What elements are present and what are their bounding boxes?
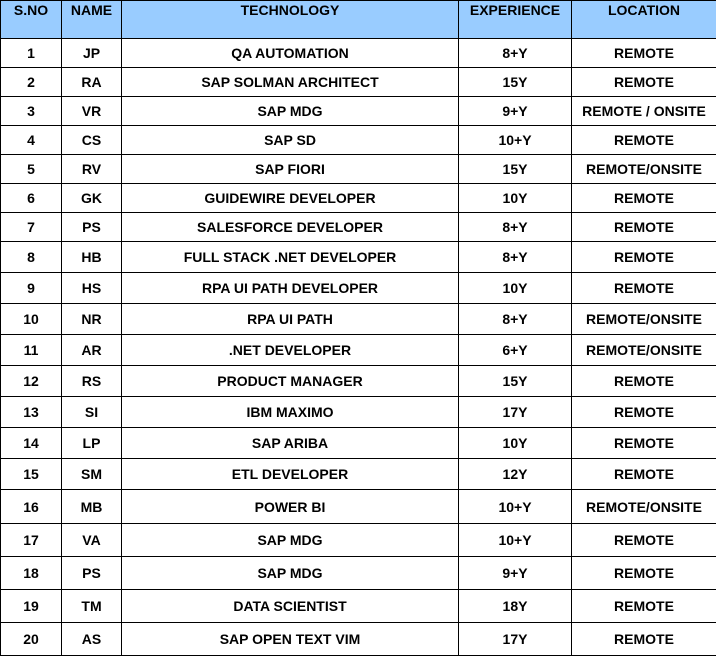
table-row bbox=[1, 97, 716, 126]
cell-technology: SAP SOLMAN ARCHITECT bbox=[122, 68, 459, 97]
cell-experience: 17Y bbox=[459, 397, 572, 428]
cell-location: REMOTE bbox=[572, 213, 716, 242]
table-row bbox=[1, 184, 716, 213]
cell-sno: 15 bbox=[1, 459, 62, 490]
cell-location: REMOTE bbox=[572, 366, 716, 397]
table-row bbox=[1, 68, 716, 97]
cell-sno: 17 bbox=[1, 524, 62, 557]
cell-technology: QA AUTOMATION bbox=[122, 39, 459, 68]
cell-name: SI bbox=[62, 397, 122, 428]
cell-technology: SAP OPEN TEXT VIM bbox=[122, 623, 459, 656]
cell-location: REMOTE bbox=[572, 428, 716, 459]
table-row bbox=[1, 126, 716, 155]
cell-sno: 4 bbox=[1, 126, 62, 155]
cell-experience: 8+Y bbox=[459, 242, 572, 273]
cell-sno: 1 bbox=[1, 39, 62, 68]
cell-technology: SAP FIORI bbox=[122, 155, 459, 184]
cell-location: REMOTE bbox=[572, 557, 716, 590]
cell-name: LP bbox=[62, 428, 122, 459]
cell-sno: 2 bbox=[1, 68, 62, 97]
cell-technology: RPA UI PATH bbox=[122, 304, 459, 335]
cell-location: REMOTE bbox=[572, 623, 716, 656]
table-row bbox=[1, 39, 716, 68]
cell-name: VR bbox=[62, 97, 122, 126]
cell-technology: IBM MAXIMO bbox=[122, 397, 459, 428]
cell-technology: RPA UI PATH DEVELOPER bbox=[122, 273, 459, 304]
cell-sno: 13 bbox=[1, 397, 62, 428]
table-row bbox=[1, 273, 716, 304]
cell-technology: PRODUCT MANAGER bbox=[122, 366, 459, 397]
cell-location: REMOTE bbox=[572, 68, 716, 97]
cell-name: HS bbox=[62, 273, 122, 304]
cell-location: REMOTE bbox=[572, 39, 716, 68]
cell-location: REMOTE bbox=[572, 273, 716, 304]
cell-experience: 6+Y bbox=[459, 335, 572, 366]
cell-technology: SAP MDG bbox=[122, 97, 459, 126]
cell-location: REMOTE bbox=[572, 242, 716, 273]
table-row bbox=[1, 524, 716, 557]
cell-location: REMOTE/ONSITE bbox=[572, 155, 716, 184]
cell-location: REMOTE bbox=[572, 590, 716, 623]
cell-technology: FULL STACK .NET DEVELOPER bbox=[122, 242, 459, 273]
cell-location: REMOTE/ONSITE bbox=[572, 335, 716, 366]
cell-name: JP bbox=[62, 39, 122, 68]
header-technology: TECHNOLOGY bbox=[122, 1, 459, 39]
cell-experience: 10Y bbox=[459, 273, 572, 304]
cell-experience: 15Y bbox=[459, 366, 572, 397]
cell-technology: SALESFORCE DEVELOPER bbox=[122, 213, 459, 242]
cell-name: AS bbox=[62, 623, 122, 656]
cell-sno: 18 bbox=[1, 557, 62, 590]
cell-experience: 18Y bbox=[459, 590, 572, 623]
table-row bbox=[1, 397, 716, 428]
cell-name: RV bbox=[62, 155, 122, 184]
cell-technology: SAP MDG bbox=[122, 557, 459, 590]
cell-experience: 12Y bbox=[459, 459, 572, 490]
header-location: LOCATION bbox=[572, 1, 716, 39]
cell-sno: 11 bbox=[1, 335, 62, 366]
cell-name: CS bbox=[62, 126, 122, 155]
cell-technology: GUIDEWIRE DEVELOPER bbox=[122, 184, 459, 213]
cell-experience: 8+Y bbox=[459, 213, 572, 242]
cell-sno: 20 bbox=[1, 623, 62, 656]
table-row bbox=[1, 304, 716, 335]
cell-location: REMOTE bbox=[572, 524, 716, 557]
cell-location: REMOTE bbox=[572, 459, 716, 490]
cell-experience: 10+Y bbox=[459, 126, 572, 155]
cell-experience: 10Y bbox=[459, 428, 572, 459]
table-header-row bbox=[1, 1, 716, 39]
cell-experience: 8+Y bbox=[459, 39, 572, 68]
cell-location: REMOTE bbox=[572, 184, 716, 213]
cell-technology: SAP ARIBA bbox=[122, 428, 459, 459]
cell-experience: 17Y bbox=[459, 623, 572, 656]
header-sno: S.NO bbox=[1, 1, 62, 39]
cell-experience: 9+Y bbox=[459, 557, 572, 590]
cell-technology: POWER BI bbox=[122, 490, 459, 524]
cell-name: TM bbox=[62, 590, 122, 623]
cell-sno: 10 bbox=[1, 304, 62, 335]
cell-experience: 10+Y bbox=[459, 524, 572, 557]
cell-experience: 15Y bbox=[459, 68, 572, 97]
cell-technology: .NET DEVELOPER bbox=[122, 335, 459, 366]
cell-technology: ETL DEVELOPER bbox=[122, 459, 459, 490]
cell-sno: 3 bbox=[1, 97, 62, 126]
cell-location: REMOTE/ONSITE bbox=[572, 304, 716, 335]
header-name: NAME bbox=[62, 1, 122, 39]
table-row bbox=[1, 366, 716, 397]
cell-name: PS bbox=[62, 557, 122, 590]
cell-name: MB bbox=[62, 490, 122, 524]
cell-location: REMOTE bbox=[572, 397, 716, 428]
cell-sno: 5 bbox=[1, 155, 62, 184]
cell-sno: 19 bbox=[1, 590, 62, 623]
cell-name: VA bbox=[62, 524, 122, 557]
cell-experience: 10Y bbox=[459, 184, 572, 213]
cell-location: REMOTE / ONSITE bbox=[572, 97, 716, 126]
table-row bbox=[1, 557, 716, 590]
cell-name: SM bbox=[62, 459, 122, 490]
cell-sno: 16 bbox=[1, 490, 62, 524]
cell-name: RS bbox=[62, 366, 122, 397]
cell-technology: DATA SCIENTIST bbox=[122, 590, 459, 623]
cell-experience: 10+Y bbox=[459, 490, 572, 524]
cell-name: PS bbox=[62, 213, 122, 242]
cell-technology: SAP MDG bbox=[122, 524, 459, 557]
cell-location: REMOTE bbox=[572, 126, 716, 155]
table-row bbox=[1, 490, 716, 524]
header-experience: EXPERIENCE bbox=[459, 1, 572, 39]
table-row bbox=[1, 590, 716, 623]
table-row bbox=[1, 428, 716, 459]
cell-location: REMOTE/ONSITE bbox=[572, 490, 716, 524]
cell-sno: 14 bbox=[1, 428, 62, 459]
cell-name: RA bbox=[62, 68, 122, 97]
cell-experience: 8+Y bbox=[459, 304, 572, 335]
table-row bbox=[1, 213, 716, 242]
table-row bbox=[1, 242, 716, 273]
cell-experience: 15Y bbox=[459, 155, 572, 184]
cell-sno: 8 bbox=[1, 242, 62, 273]
cell-name: NR bbox=[62, 304, 122, 335]
cell-sno: 7 bbox=[1, 213, 62, 242]
cell-name: HB bbox=[62, 242, 122, 273]
cell-technology: SAP SD bbox=[122, 126, 459, 155]
cell-sno: 9 bbox=[1, 273, 62, 304]
cell-sno: 6 bbox=[1, 184, 62, 213]
table-row bbox=[1, 623, 716, 656]
cell-name: GK bbox=[62, 184, 122, 213]
cell-sno: 12 bbox=[1, 366, 62, 397]
table-row bbox=[1, 459, 716, 490]
table-row bbox=[1, 335, 716, 366]
cell-name: AR bbox=[62, 335, 122, 366]
table-row bbox=[1, 155, 716, 184]
cell-experience: 9+Y bbox=[459, 97, 572, 126]
